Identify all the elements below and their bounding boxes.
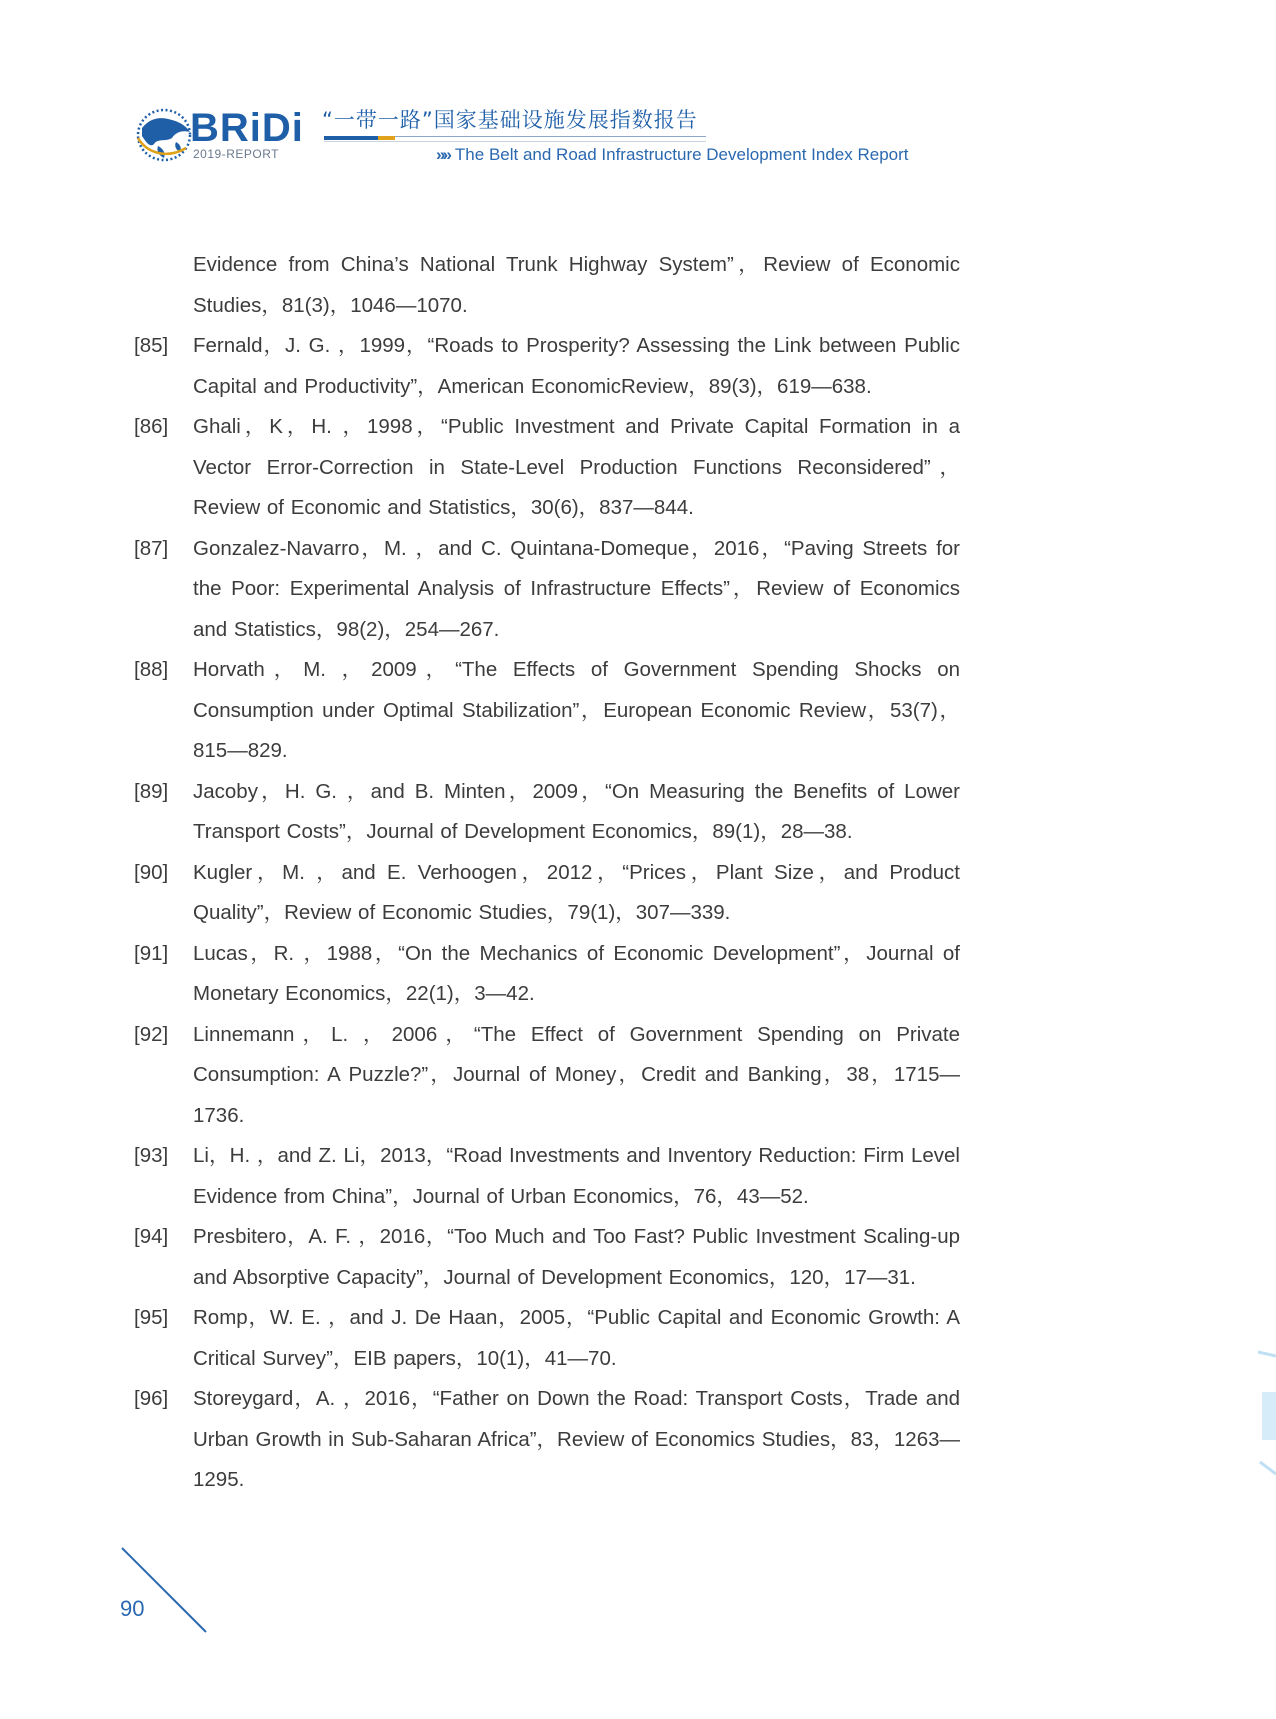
report-title-english-text: The Belt and Road Infrastructure Development Index Report — [454, 145, 909, 164]
header-rule — [395, 136, 706, 137]
reference-text: Storeygard，A. ，2016，“Father on Down the Road: Transport Costs，Trade and Urban Growth in Sub-Saharan Africa”，Review of Economics Studies，83，1263—1295. — [193, 1387, 960, 1491]
reference-item — [134, 326, 960, 407]
reference-text: Jacoby，H. G. ，and B. Minten，2009，“On Measuring the Benefits of Lower Transport Costs”，Journal of Development Economics，89(1)，28—38. — [193, 779, 960, 843]
reference-item — [134, 529, 960, 651]
logo-wordmark: BRiDi — [190, 106, 304, 150]
reference-text: Lucas，R. ，1988，“On the Mechanics of Economic Development”，Journal of Monetary Economics，22(1)，3—42. — [193, 941, 960, 1005]
reference-number: [94] — [134, 1225, 169, 1248]
reference-text: Li，H. ，and Z. Li，2013，“Road Investments and Inventory Reduction: Firm Level Evidence from China”，Journal of Urban Economics，76，43—52. — [193, 1144, 960, 1208]
reference-number: [88] — [134, 658, 169, 681]
chevron-right-icon: »» — [436, 145, 449, 164]
header-rule-secondary — [324, 141, 706, 142]
reference-number: [96] — [134, 1387, 169, 1410]
reference-number: [93] — [134, 1144, 169, 1167]
reference-text: Presbitero，A. F. ，2016，“Too Much and Too Fast? Public Investment Scaling-up and Absorptive Capacity”，Journal of Development Economics，120，17—31. — [193, 1225, 960, 1289]
reference-number: [91] — [134, 941, 169, 965]
reference-item — [134, 1298, 960, 1379]
reference-text: Gonzalez-Navarro，M. ，and C. Quintana-Domeque，2016，“Paving Streets for the Poor: Experimental Analysis of Infrastructure Effects”，Review of Economics and Statistics，98(2)，254—267. — [193, 536, 960, 641]
reference-text: Kugler，M. ，and E. Verhoogen，2012，“Prices，Plant Size，and Product Quality”，Review of Economic Studies，79(1)，307—339. — [193, 860, 960, 924]
globe-icon — [136, 108, 196, 162]
reference-item — [134, 1015, 960, 1137]
bridi-logo — [136, 104, 304, 166]
edge-decoration — [1248, 1350, 1276, 1480]
reference-list — [134, 245, 960, 1501]
report-title-english — [436, 145, 909, 165]
reference-text: Ghali，K，H. ，1998，“Public Investment and Private Capital Formation in a Vector Error-Correction in State-Level Production Functions Reconsidered”，Review of Economic and Statistics，30(6)，837—844. — [193, 415, 960, 519]
reference-text: Evidence from China’s National Trunk Highway System”，Review of Economic Studies，81(3)，1046—1070. — [193, 253, 960, 317]
header-rule-accent — [324, 136, 378, 140]
reference-item — [134, 1136, 960, 1217]
reference-item — [134, 1379, 960, 1501]
reference-number: [90] — [134, 860, 169, 884]
reference-text: Romp，W. E. ，and J. De Haan，2005，“Public Capital and Economic Growth: A Critical Survey”，EIB papers，10(1)，41—70. — [193, 1306, 960, 1370]
reference-item — [134, 407, 960, 529]
reference-item — [134, 245, 960, 326]
reference-number: [87] — [134, 536, 169, 560]
corner-diagonal-decoration — [120, 1546, 210, 1636]
reference-text: Horvath，M. ，2009，“The Effects of Government Spending Shocks on Consumption under Optimal Stabilization”，European Economic Review，53(7)，815—829. — [193, 658, 960, 762]
reference-text: Linnemann，L. ，2006，“The Effect of Government Spending on Private Consumption: A Puzzle?”，Journal of Money，Credit and Banking，38，1715—1736. — [193, 1022, 960, 1127]
reference-number: [86] — [134, 415, 169, 438]
reference-number: [95] — [134, 1306, 169, 1329]
reference-text: Fernald，J. G. ，1999，“Roads to Prosperity? Assessing the Link between Public Capital and Productivity”，American EconomicReview，89(3)，619—638. — [193, 334, 960, 398]
reference-item — [134, 650, 960, 772]
header-rule-highlight — [378, 136, 395, 140]
reference-number: [85] — [134, 334, 169, 357]
reference-number: [89] — [134, 779, 169, 803]
reference-number: [92] — [134, 1022, 169, 1046]
reference-item — [134, 772, 960, 853]
page-number: 90 — [120, 1596, 145, 1621]
reference-item — [134, 853, 960, 934]
reference-item — [134, 934, 960, 1015]
logo-subtitle: 2019-REPORT — [193, 147, 279, 161]
report-title-chinese: “一带一路”国家基础设施发展指数报告 — [322, 108, 698, 132]
reference-item — [134, 1217, 960, 1298]
